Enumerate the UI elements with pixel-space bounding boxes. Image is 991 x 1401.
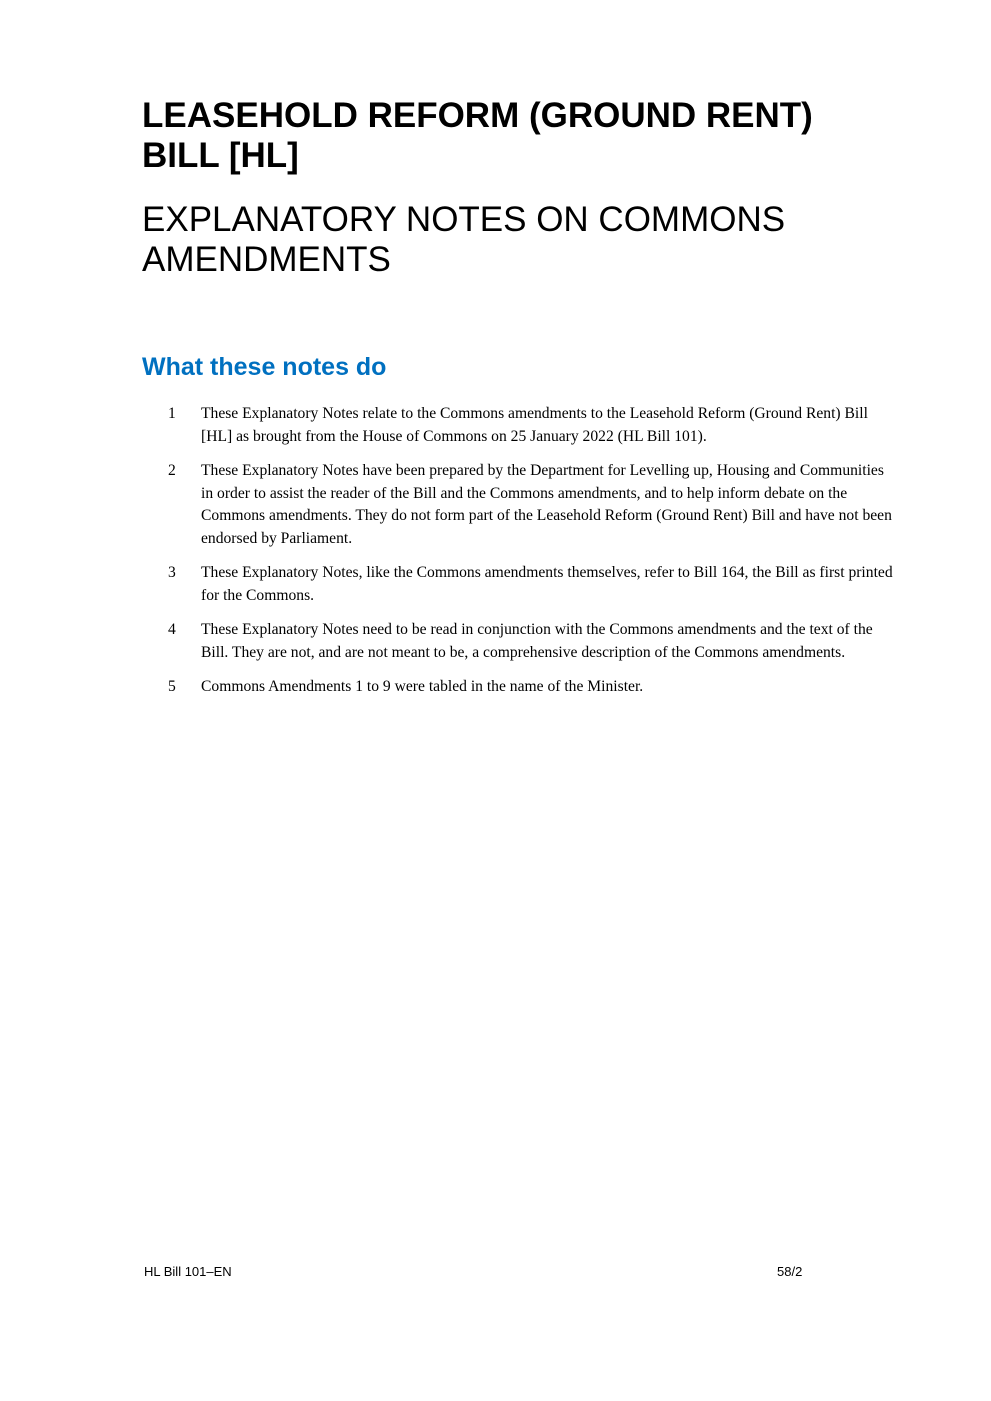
- paragraph-item: [168, 403, 898, 448]
- paragraph-text: These Explanatory Notes need to be read in conjunction with the Commons amendments and the text of the Bill. They are not, and are not meant to be, a comprehensive description of the Commons amendments.: [201, 621, 873, 661]
- paragraph-item: [168, 676, 898, 699]
- bill-title: LEASEHOLD REFORM (GROUND RENT) BILL [HL]: [142, 96, 813, 175]
- paragraph-number: 2: [168, 462, 176, 479]
- paragraph-number: 3: [168, 564, 176, 581]
- footer-print-reference: 58/2: [777, 1264, 803, 1279]
- paragraph-item: [168, 460, 898, 550]
- paragraph-number: 1: [168, 405, 176, 422]
- section-heading: What these notes do: [142, 353, 387, 381]
- paragraph-text: Commons Amendments 1 to 9 were tabled in the name of the Minister.: [201, 678, 644, 695]
- paragraph-item: [168, 562, 898, 607]
- document-subtitle: EXPLANATORY NOTES ON COMMONS AMENDMENTS: [142, 200, 786, 279]
- paragraph-text: These Explanatory Notes, like the Commons amendments themselves, refer to Bill 164, the Bill as first printed for the Commons.: [201, 564, 893, 604]
- paragraph-text: These Explanatory Notes relate to the Commons amendments to the Leasehold Reform (Ground Rent) Bill [HL] as brought from the House of Commons on 25 January 2022 (HL Bill 101).: [201, 405, 868, 445]
- paragraph-number: 5: [168, 678, 176, 695]
- paragraph-text: These Explanatory Notes have been prepared by the Department for Levelling up, Housing and Communities in order to assist the reader of the Bill and the Commons amendments, and to help inform debate on the Commons amendments. They do not form part of the Leasehold Reform (Ground Rent) Bill and have not been endorsed by Parliament.: [201, 462, 892, 547]
- paragraph-item: [168, 619, 898, 664]
- numbered-paragraphs: [168, 403, 898, 711]
- paragraph-number: 4: [168, 621, 176, 638]
- footer-bill-reference: HL Bill 101–EN: [144, 1264, 232, 1279]
